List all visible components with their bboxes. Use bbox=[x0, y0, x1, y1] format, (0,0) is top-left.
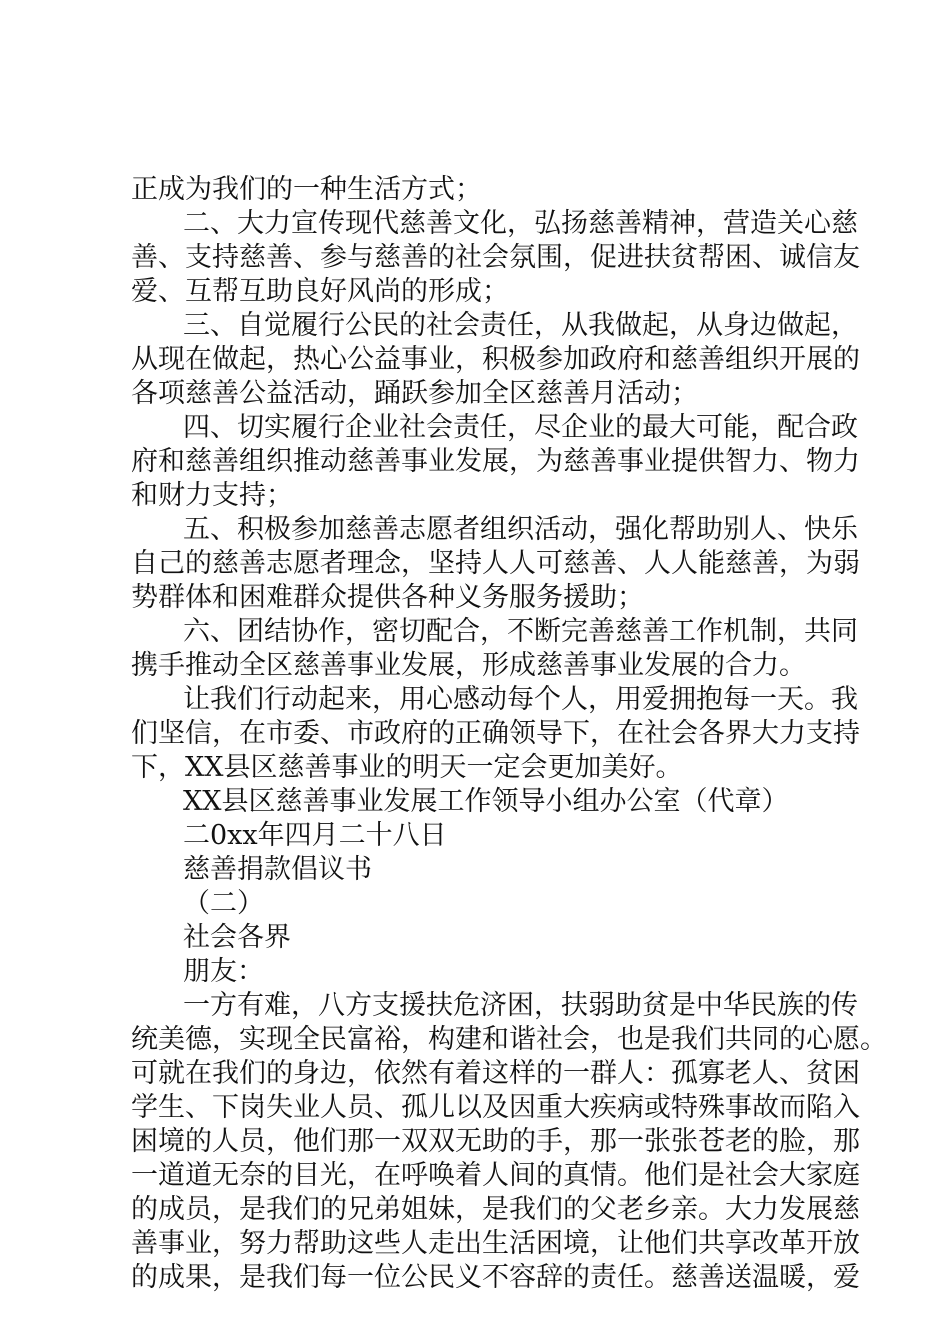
text-line: 的成果，是我们每一位公民义不容辞的责任。慈善送温暖，爱 bbox=[131, 1262, 860, 1293]
signature-office: XX县区慈善事业发展工作领导小组办公室（代章） bbox=[183, 786, 789, 817]
text-line: 势群体和困难群众提供各种义务服务援助； bbox=[131, 582, 644, 613]
text-line: 爱、互帮互助良好风尚的形成； bbox=[131, 276, 509, 307]
text-line: 三、自觉履行公民的社会责任，从我做起，从身边做起， bbox=[183, 310, 858, 341]
text-line: 善、支持慈善、参与慈善的社会氛围，促进扶贫帮困、诚信友 bbox=[131, 242, 860, 273]
text-line: 正成为我们的一种生活方式； bbox=[131, 174, 482, 205]
text-line: 让我们行动起来，用心感动每个人，用爱拥抱每一天。我 bbox=[183, 684, 858, 715]
text-line: 六、团结协作，密切配合，不断完善慈善工作机制，共同 bbox=[183, 616, 858, 647]
text-line: 五、积极参加慈善志愿者组织活动，强化帮助别人、快乐 bbox=[183, 514, 858, 545]
text-line: 从现在做起，热心公益事业，积极参加政府和慈善组织开展的 bbox=[131, 344, 860, 375]
signature-date: 二0xx年四月二十八日 bbox=[183, 820, 447, 851]
text-line: 困境的人员，他们那一双双无助的手，那一张张苍老的脸，那 bbox=[131, 1126, 860, 1157]
section-title: 慈善捐款倡议书 bbox=[183, 854, 372, 885]
text-line: 各项慈善公益活动，踊跃参加全区慈善月活动； bbox=[131, 378, 698, 409]
section-number: （二） bbox=[183, 888, 264, 919]
text-line: 善事业，努力帮助这些人走出生活困境，让他们共享改革开放 bbox=[131, 1228, 860, 1259]
text-line: 统美德，实现全民富裕，构建和谐社会，也是我们共同的心愿。 bbox=[131, 1024, 887, 1055]
salutation: 社会各界 bbox=[183, 922, 291, 953]
text-line: 可就在我们的身边，依然有着这样的一群人：孤寡老人、贫困 bbox=[131, 1058, 860, 1089]
text-line: 一道道无奈的目光，在呼唤着人间的真情。他们是社会大家庭 bbox=[131, 1160, 860, 1191]
text-line: 和财力支持； bbox=[131, 480, 293, 511]
salutation: 朋友： bbox=[183, 956, 264, 987]
text-line: 自己的慈善志愿者理念，坚持人人可慈善、人人能慈善，为弱 bbox=[131, 548, 860, 579]
text-line: 一方有难，八方支援扶危济困，扶弱助贫是中华民族的传 bbox=[183, 990, 858, 1021]
text-line: 下，XX县区慈善事业的明天一定会更加美好。 bbox=[131, 752, 683, 783]
text-line: 府和慈善组织推动慈善事业发展，为慈善事业提供智力、物力 bbox=[131, 446, 860, 477]
text-line: 的成员，是我们的兄弟姐妹，是我们的父老乡亲。大力发展慈 bbox=[131, 1194, 860, 1225]
text-line: 二、大力宣传现代慈善文化，弘扬慈善精神，营造关心慈 bbox=[183, 208, 858, 239]
text-line: 们坚信，在市委、市政府的正确领导下，在社会各界大力支持 bbox=[131, 718, 860, 749]
text-line: 携手推动全区慈善事业发展，形成慈善事业发展的合力。 bbox=[131, 650, 806, 681]
text-line: 四、切实履行企业社会责任，尽企业的最大可能，配合政 bbox=[183, 412, 858, 443]
text-line: 学生、下岗失业人员、孤儿以及因重大疾病或特殊事故而陷入 bbox=[131, 1092, 860, 1123]
